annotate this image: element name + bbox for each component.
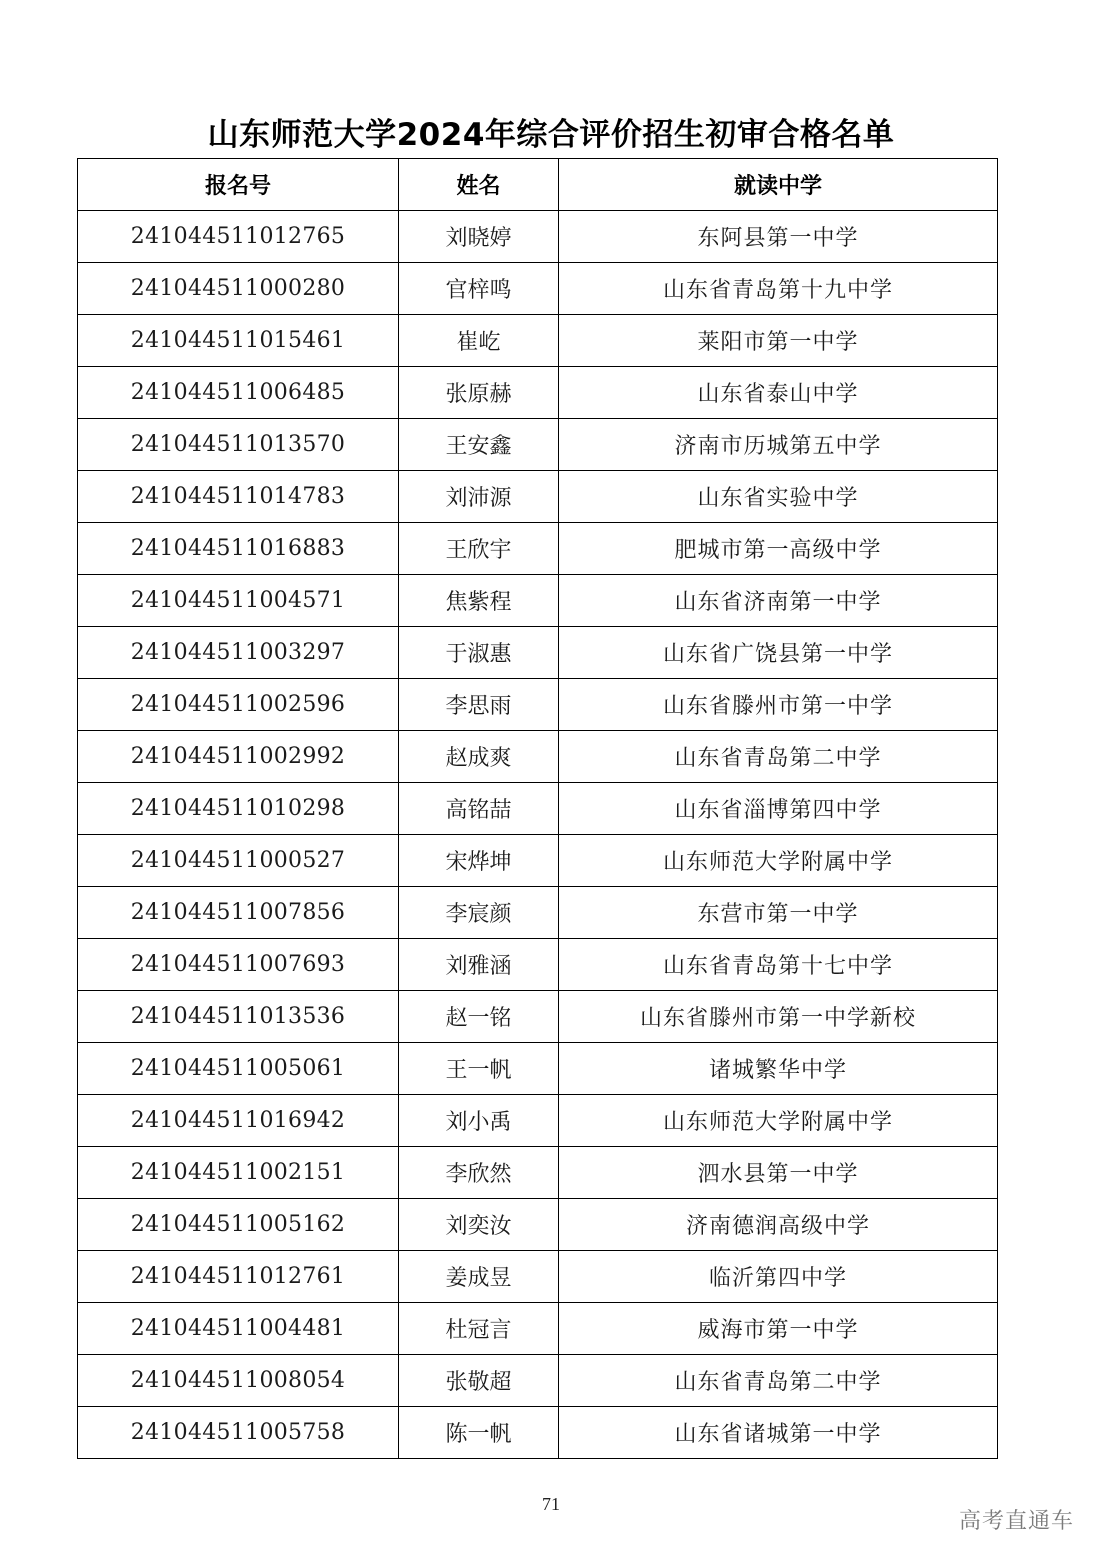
student-name-cell: 宋烨坤 xyxy=(399,835,559,887)
school-name-cell: 山东省诸城第一中学 xyxy=(559,1407,998,1459)
school-name-cell: 济南市历城第五中学 xyxy=(559,419,998,471)
student-name-cell: 张原赫 xyxy=(399,367,559,419)
table-row xyxy=(78,471,998,523)
student-name-cell: 刘雅涵 xyxy=(399,939,559,991)
school-name-cell: 东阿县第一中学 xyxy=(559,211,998,263)
table-row xyxy=(78,679,998,731)
student-name-cell: 李宸颜 xyxy=(399,887,559,939)
registration-number-cell: 241044511008054 xyxy=(78,1355,399,1407)
school-name-cell: 山东省济南第一中学 xyxy=(559,575,998,627)
registration-number-cell: 241044511007856 xyxy=(78,887,399,939)
school-name-cell: 济南德润高级中学 xyxy=(559,1199,998,1251)
table-row xyxy=(78,731,998,783)
school-name-cell: 临沂第四中学 xyxy=(559,1251,998,1303)
table-row xyxy=(78,367,998,419)
school-name-cell: 山东省滕州市第一中学新校 xyxy=(559,991,998,1043)
school-name-cell: 泗水县第一中学 xyxy=(559,1147,998,1199)
admission-list-table xyxy=(77,158,998,1459)
student-name-cell: 李思雨 xyxy=(399,679,559,731)
school-name-cell: 山东师范大学附属中学 xyxy=(559,835,998,887)
student-name-cell: 刘小禹 xyxy=(399,1095,559,1147)
table-header-row xyxy=(78,159,998,211)
school-name-cell: 肥城市第一高级中学 xyxy=(559,523,998,575)
table-row xyxy=(78,627,998,679)
table-row xyxy=(78,419,998,471)
student-name-cell: 官梓鸣 xyxy=(399,263,559,315)
registration-number-cell: 241044511005061 xyxy=(78,1043,399,1095)
registration-number-cell: 241044511013570 xyxy=(78,419,399,471)
registration-number-cell: 241044511016883 xyxy=(78,523,399,575)
school-name-cell: 莱阳市第一中学 xyxy=(559,315,998,367)
table-row xyxy=(78,1355,998,1407)
table-row xyxy=(78,263,998,315)
registration-number-cell: 241044511006485 xyxy=(78,367,399,419)
registration-number-cell: 241044511002151 xyxy=(78,1147,399,1199)
student-name-cell: 崔屹 xyxy=(399,315,559,367)
registration-number-cell: 241044511002596 xyxy=(78,679,399,731)
table-row xyxy=(78,1251,998,1303)
student-name-cell: 王安鑫 xyxy=(399,419,559,471)
table-body xyxy=(78,211,998,1459)
table-row xyxy=(78,1199,998,1251)
student-name-cell: 于淑惠 xyxy=(399,627,559,679)
table-row xyxy=(78,1303,998,1355)
student-name-cell: 王一帆 xyxy=(399,1043,559,1095)
student-name-cell: 陈一帆 xyxy=(399,1407,559,1459)
registration-number-cell: 241044511015461 xyxy=(78,315,399,367)
student-name-cell: 高铭喆 xyxy=(399,783,559,835)
student-name-cell: 赵成爽 xyxy=(399,731,559,783)
table-row xyxy=(78,523,998,575)
table-row xyxy=(78,1043,998,1095)
student-name-cell: 刘晓婷 xyxy=(399,211,559,263)
school-name-cell: 山东省青岛第二中学 xyxy=(559,1355,998,1407)
school-name-cell: 威海市第一中学 xyxy=(559,1303,998,1355)
registration-number-cell: 241044511014783 xyxy=(78,471,399,523)
registration-number-cell: 241044511000527 xyxy=(78,835,399,887)
registration-number-cell: 241044511005758 xyxy=(78,1407,399,1459)
registration-number-cell: 241044511013536 xyxy=(78,991,399,1043)
school-name-cell: 山东省淄博第四中学 xyxy=(559,783,998,835)
registration-number-cell: 241044511010298 xyxy=(78,783,399,835)
table-row xyxy=(78,991,998,1043)
school-name-cell: 东营市第一中学 xyxy=(559,887,998,939)
school-name-cell: 山东省滕州市第一中学 xyxy=(559,679,998,731)
registration-number-cell: 241044511005162 xyxy=(78,1199,399,1251)
header-name: 姓名 xyxy=(399,159,559,211)
registration-number-cell: 241044511012761 xyxy=(78,1251,399,1303)
header-registration-number: 报名号 xyxy=(78,159,399,211)
registration-number-cell: 241044511000280 xyxy=(78,263,399,315)
school-name-cell: 山东省泰山中学 xyxy=(559,367,998,419)
school-name-cell: 诸城繁华中学 xyxy=(559,1043,998,1095)
registration-number-cell: 241044511002992 xyxy=(78,731,399,783)
table-row xyxy=(78,1147,998,1199)
school-name-cell: 山东省青岛第十七中学 xyxy=(559,939,998,991)
school-name-cell: 山东省青岛第二中学 xyxy=(559,731,998,783)
table-row xyxy=(78,575,998,627)
school-name-cell: 山东省实验中学 xyxy=(559,471,998,523)
registration-number-cell: 241044511004481 xyxy=(78,1303,399,1355)
watermark: 高考直通车 xyxy=(958,1509,1074,1534)
registration-number-cell: 241044511016942 xyxy=(78,1095,399,1147)
table-row xyxy=(78,315,998,367)
table-row xyxy=(78,1095,998,1147)
student-name-cell: 张敬超 xyxy=(399,1355,559,1407)
registration-number-cell: 241044511007693 xyxy=(78,939,399,991)
student-name-cell: 王欣宇 xyxy=(399,523,559,575)
student-name-cell: 赵一铭 xyxy=(399,991,559,1043)
table-row xyxy=(78,783,998,835)
document-title: 山东师范大学2024年综合评价招生初审合格名单 xyxy=(207,117,895,153)
student-name-cell: 刘沛源 xyxy=(399,471,559,523)
table-row xyxy=(78,939,998,991)
registration-number-cell: 241044511004571 xyxy=(78,575,399,627)
school-name-cell: 山东省青岛第十九中学 xyxy=(559,263,998,315)
school-name-cell: 山东省广饶县第一中学 xyxy=(559,627,998,679)
student-name-cell: 李欣然 xyxy=(399,1147,559,1199)
table-row xyxy=(78,887,998,939)
table-row xyxy=(78,835,998,887)
table-row xyxy=(78,211,998,263)
table-row xyxy=(78,1407,998,1459)
student-name-cell: 姜成昱 xyxy=(399,1251,559,1303)
page-number: 71 xyxy=(542,1494,560,1514)
student-name-cell: 焦紫程 xyxy=(399,575,559,627)
school-name-cell: 山东师范大学附属中学 xyxy=(559,1095,998,1147)
header-school: 就读中学 xyxy=(559,159,998,211)
registration-number-cell: 241044511003297 xyxy=(78,627,399,679)
registration-number-cell: 241044511012765 xyxy=(78,211,399,263)
student-name-cell: 刘奕汝 xyxy=(399,1199,559,1251)
student-name-cell: 杜冠言 xyxy=(399,1303,559,1355)
